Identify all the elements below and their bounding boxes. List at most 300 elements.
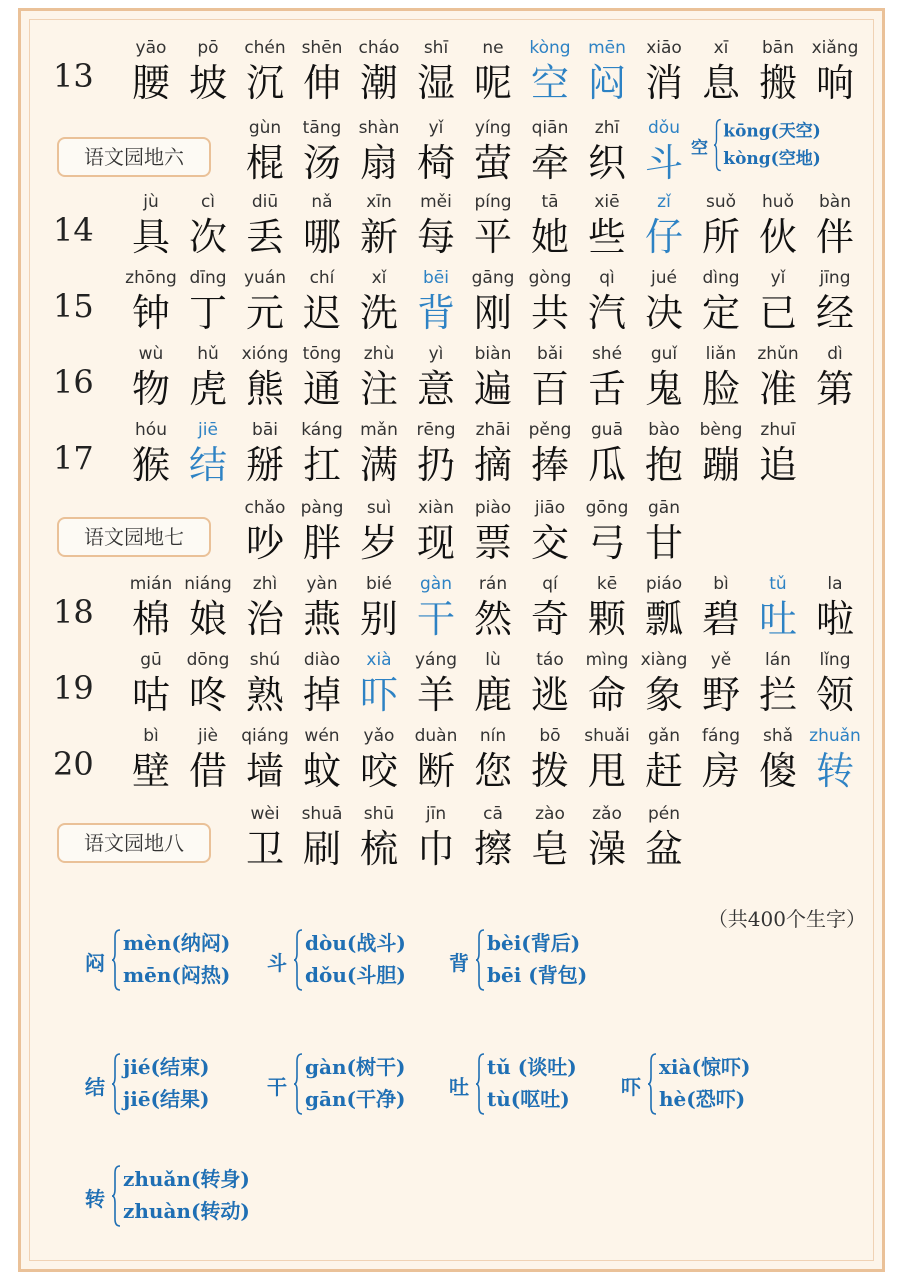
hanzi: 已 bbox=[758, 291, 797, 335]
hanzi: 鹿 bbox=[473, 673, 512, 717]
hanzi: 蹦 bbox=[701, 443, 740, 487]
lesson-row bbox=[21, 725, 882, 801]
pinyin: bēi bbox=[423, 268, 449, 288]
character-cell bbox=[805, 267, 865, 343]
pinyin: shī bbox=[423, 38, 449, 58]
pinyin: zhù bbox=[363, 344, 395, 364]
brace-icon bbox=[111, 1165, 121, 1227]
hanzi: 定 bbox=[701, 291, 740, 335]
lesson-number: 13 bbox=[53, 57, 94, 95]
hanzi: 呢 bbox=[473, 61, 512, 105]
pinyin: mìng bbox=[585, 650, 629, 670]
hanzi: 甩 bbox=[587, 749, 626, 793]
hanzi: 赶 bbox=[644, 749, 683, 793]
character-cell bbox=[805, 725, 865, 801]
pinyin: pén bbox=[647, 804, 681, 824]
pinyin: piào bbox=[474, 498, 512, 518]
pinyin: káng bbox=[301, 420, 343, 440]
pinyin: mēn bbox=[588, 38, 626, 58]
pinyin: bì bbox=[713, 574, 729, 594]
hanzi: 坡 bbox=[188, 61, 227, 105]
pinyin: ne bbox=[482, 38, 504, 58]
pinyin: shuǎi bbox=[584, 726, 630, 746]
polyphone-character: 转 bbox=[85, 1187, 105, 1211]
hanzi: 沉 bbox=[245, 61, 284, 105]
hanzi: 哪 bbox=[302, 215, 341, 259]
pinyin: tā bbox=[541, 192, 559, 212]
pinyin: jué bbox=[651, 268, 677, 288]
hanzi: 扇 bbox=[359, 141, 398, 185]
pinyin: gōng bbox=[585, 498, 629, 518]
pinyin: bǎi bbox=[537, 344, 563, 364]
garden-row bbox=[21, 497, 882, 573]
polyphone-character: 结 bbox=[85, 1075, 105, 1099]
pinyin: dōng bbox=[186, 650, 230, 670]
pinyin: shǎ bbox=[762, 726, 794, 746]
pinyin: pō bbox=[197, 38, 219, 58]
pinyin: rán bbox=[478, 574, 508, 594]
hanzi: 准 bbox=[758, 367, 797, 411]
hanzi: 现 bbox=[416, 521, 455, 565]
hanzi: 斗 bbox=[644, 141, 683, 185]
character-cell bbox=[805, 37, 865, 113]
pinyin: jīn bbox=[425, 804, 447, 824]
hanzi: 次 bbox=[188, 215, 227, 259]
hanzi: 棉 bbox=[131, 597, 170, 641]
pinyin: gǎn bbox=[648, 726, 680, 746]
hanzi: 虎 bbox=[188, 367, 227, 411]
hanzi: 腰 bbox=[131, 61, 170, 105]
pinyin: shàn bbox=[358, 118, 400, 138]
hanzi: 元 bbox=[245, 291, 284, 335]
pinyin: xiàn bbox=[418, 498, 454, 518]
hanzi: 抱 bbox=[644, 443, 683, 487]
pinyin: xīn bbox=[366, 192, 392, 212]
pinyin: chén bbox=[244, 38, 286, 58]
hanzi: 伙 bbox=[758, 215, 797, 259]
hanzi: 汤 bbox=[302, 141, 341, 185]
pinyin: hóu bbox=[135, 420, 167, 440]
pinyin: huǒ bbox=[762, 192, 794, 212]
pinyin: mián bbox=[129, 574, 173, 594]
pinyin: kē bbox=[596, 574, 618, 594]
polyphone-reading: xià(惊吓) bbox=[659, 1055, 751, 1079]
hanzi: 命 bbox=[587, 673, 626, 717]
polyphone-reading: zhuǎn(转身) bbox=[123, 1167, 250, 1191]
hanzi: 弓 bbox=[587, 521, 626, 565]
hanzi: 追 bbox=[758, 443, 797, 487]
pinyin: yāo bbox=[135, 38, 167, 58]
pinyin: piáo bbox=[645, 574, 683, 594]
pinyin: xià bbox=[366, 650, 392, 670]
pinyin: zhōng bbox=[125, 268, 177, 288]
pinyin: táo bbox=[536, 650, 564, 670]
hanzi: 奇 bbox=[530, 597, 569, 641]
pinyin: kòng bbox=[529, 38, 571, 58]
pinyin: jiāo bbox=[534, 498, 566, 518]
lesson-row bbox=[21, 37, 882, 113]
hanzi: 胖 bbox=[302, 521, 341, 565]
pinyin: jù bbox=[143, 192, 159, 212]
hanzi: 扛 bbox=[302, 443, 341, 487]
pinyin: qì bbox=[599, 268, 615, 288]
pinyin: gū bbox=[140, 650, 162, 670]
pinyin: nín bbox=[479, 726, 507, 746]
garden-label: 语文园地六 bbox=[57, 137, 211, 177]
hanzi: 卫 bbox=[245, 827, 284, 871]
hanzi: 织 bbox=[587, 141, 626, 185]
pinyin: shé bbox=[591, 344, 623, 364]
hanzi: 您 bbox=[473, 749, 512, 793]
hanzi: 吓 bbox=[359, 673, 398, 717]
hanzi: 然 bbox=[473, 597, 512, 641]
polyphone-character: 背 bbox=[449, 951, 469, 975]
pinyin: yàn bbox=[306, 574, 338, 594]
hanzi: 刷 bbox=[302, 827, 341, 871]
pinyin: mǎn bbox=[360, 420, 398, 440]
pinyin: bì bbox=[143, 726, 159, 746]
hanzi: 百 bbox=[530, 367, 569, 411]
hanzi: 响 bbox=[815, 61, 854, 105]
pinyin: qiáng bbox=[241, 726, 289, 746]
hanzi: 背 bbox=[416, 291, 455, 335]
polyphone-character: 干 bbox=[267, 1075, 287, 1099]
hanzi: 借 bbox=[188, 749, 227, 793]
hanzi: 咬 bbox=[359, 749, 398, 793]
hanzi: 搬 bbox=[758, 61, 797, 105]
hanzi: 牵 bbox=[530, 141, 569, 185]
polyphone-reading: gān(干净) bbox=[305, 1087, 406, 1111]
hanzi: 息 bbox=[701, 61, 740, 105]
hanzi: 交 bbox=[530, 521, 569, 565]
pinyin: yǐ bbox=[770, 268, 786, 288]
polyphone-character: 吐 bbox=[449, 1075, 469, 1099]
pinyin: gùn bbox=[248, 118, 282, 138]
hanzi: 遍 bbox=[473, 367, 512, 411]
hanzi: 平 bbox=[473, 215, 512, 259]
pinyin: dìng bbox=[702, 268, 740, 288]
pinyin: jīng bbox=[819, 268, 851, 288]
hanzi: 捧 bbox=[530, 443, 569, 487]
pinyin: pěng bbox=[528, 420, 572, 440]
hanzi: 甘 bbox=[644, 521, 683, 565]
pinyin: niáng bbox=[184, 574, 232, 594]
character-cell bbox=[634, 497, 694, 573]
hanzi: 物 bbox=[131, 367, 170, 411]
hanzi: 钟 bbox=[131, 291, 170, 335]
pinyin: lán bbox=[765, 650, 791, 670]
pinyin: fáng bbox=[702, 726, 740, 746]
polyphone-character: 斗 bbox=[267, 951, 287, 975]
hanzi: 共 bbox=[530, 291, 569, 335]
brace-icon bbox=[713, 119, 722, 172]
pinyin: zhǔn bbox=[757, 344, 799, 364]
hanzi: 伸 bbox=[302, 61, 341, 105]
pinyin: xiē bbox=[594, 192, 620, 212]
pinyin: tāng bbox=[302, 118, 342, 138]
lesson-number: 17 bbox=[53, 439, 94, 477]
hanzi: 娘 bbox=[188, 597, 227, 641]
pinyin: shū bbox=[363, 804, 395, 824]
hanzi: 空 bbox=[530, 61, 569, 105]
pinyin: dǒu bbox=[648, 118, 680, 138]
hanzi: 咚 bbox=[188, 673, 227, 717]
polyphone-character: 空 bbox=[691, 137, 708, 158]
pinyin: zào bbox=[535, 804, 565, 824]
brace-icon bbox=[293, 929, 303, 991]
pinyin: lù bbox=[485, 650, 501, 670]
hanzi: 迟 bbox=[302, 291, 341, 335]
hanzi: 湿 bbox=[416, 61, 455, 105]
pinyin: měi bbox=[420, 192, 452, 212]
hanzi: 拨 bbox=[530, 749, 569, 793]
hanzi: 脸 bbox=[701, 367, 740, 411]
hanzi: 房 bbox=[701, 749, 740, 793]
hanzi: 岁 bbox=[359, 521, 398, 565]
hanzi: 掉 bbox=[302, 673, 341, 717]
character-cell bbox=[748, 419, 808, 495]
hanzi: 棍 bbox=[245, 141, 284, 185]
hanzi: 燕 bbox=[302, 597, 341, 641]
pinyin: biàn bbox=[474, 344, 512, 364]
pinyin: rēng bbox=[416, 420, 456, 440]
pinyin: píng bbox=[474, 192, 512, 212]
pinyin: lǐng bbox=[819, 650, 851, 670]
hanzi: 碧 bbox=[701, 597, 740, 641]
hanzi: 领 bbox=[815, 673, 854, 717]
hanzi: 傻 bbox=[758, 749, 797, 793]
hanzi: 舌 bbox=[587, 367, 626, 411]
hanzi: 拦 bbox=[758, 673, 797, 717]
garden-label: 语文园地七 bbox=[57, 517, 211, 557]
pinyin: guā bbox=[591, 420, 623, 440]
pinyin: xiàng bbox=[640, 650, 688, 670]
hanzi: 结 bbox=[188, 443, 227, 487]
polyphone-reading: tǔ (谈吐) bbox=[487, 1055, 577, 1079]
hanzi: 吐 bbox=[758, 597, 797, 641]
hanzi: 消 bbox=[644, 61, 683, 105]
hanzi: 壁 bbox=[131, 749, 170, 793]
brace-icon bbox=[475, 929, 485, 991]
hanzi: 转 bbox=[815, 749, 854, 793]
hanzi: 第 bbox=[815, 367, 854, 411]
hanzi: 她 bbox=[530, 215, 569, 259]
hanzi: 象 bbox=[644, 673, 683, 717]
pinyin: bié bbox=[366, 574, 392, 594]
lesson-row bbox=[21, 191, 882, 267]
pinyin: nǎ bbox=[311, 192, 333, 212]
hanzi: 经 bbox=[815, 291, 854, 335]
garden-label: 语文园地八 bbox=[57, 823, 211, 863]
hanzi: 墙 bbox=[245, 749, 284, 793]
pinyin: pàng bbox=[300, 498, 344, 518]
polyphone-reading: hè(恐吓) bbox=[659, 1087, 746, 1111]
hanzi: 断 bbox=[416, 749, 455, 793]
hanzi: 些 bbox=[587, 215, 626, 259]
pinyin: guǐ bbox=[650, 344, 678, 364]
lesson-row bbox=[21, 343, 882, 419]
polyphone-reading: kōng(天空) bbox=[723, 120, 821, 141]
pinyin: wén bbox=[304, 726, 340, 746]
pinyin: dì bbox=[827, 344, 843, 364]
pinyin: bāi bbox=[252, 420, 278, 440]
character-cell bbox=[634, 803, 694, 879]
hanzi: 巾 bbox=[416, 827, 455, 871]
total-characters-note: （共400个生字） bbox=[707, 907, 866, 931]
polyphone-reading: bèi(背后) bbox=[487, 931, 581, 955]
hanzi: 皂 bbox=[530, 827, 569, 871]
lesson-row bbox=[21, 419, 882, 495]
brace-icon bbox=[647, 1053, 657, 1115]
character-cell bbox=[805, 343, 865, 419]
hanzi: 具 bbox=[131, 215, 170, 259]
polyphone-reading: bēi (背包) bbox=[487, 963, 588, 987]
polyphone-character: 闷 bbox=[85, 951, 105, 975]
hanzi: 摘 bbox=[473, 443, 512, 487]
lesson-number: 18 bbox=[53, 593, 94, 631]
hanzi: 熟 bbox=[245, 673, 284, 717]
pinyin: yuán bbox=[243, 268, 287, 288]
hanzi: 盆 bbox=[644, 827, 683, 871]
pinyin: diào bbox=[303, 650, 341, 670]
lesson-number: 20 bbox=[53, 745, 94, 783]
pinyin: cì bbox=[200, 192, 216, 212]
character-cell bbox=[805, 649, 865, 725]
pinyin: xī bbox=[713, 38, 729, 58]
pinyin: yǎo bbox=[363, 726, 395, 746]
hanzi: 决 bbox=[644, 291, 683, 335]
pinyin: duàn bbox=[414, 726, 458, 746]
pinyin: bào bbox=[648, 420, 680, 440]
pinyin: yǐ bbox=[428, 118, 444, 138]
hanzi: 梳 bbox=[359, 827, 398, 871]
polyphone-reading: kòng(空地) bbox=[723, 147, 821, 168]
character-table-page bbox=[18, 8, 885, 1272]
pinyin: gàn bbox=[420, 574, 452, 594]
hanzi: 治 bbox=[245, 597, 284, 641]
pinyin: zǐ bbox=[657, 192, 671, 212]
hanzi: 汽 bbox=[587, 291, 626, 335]
pinyin: tōng bbox=[302, 344, 342, 364]
pinyin: shuā bbox=[301, 804, 343, 824]
hanzi: 通 bbox=[302, 367, 341, 411]
pinyin: chí bbox=[309, 268, 335, 288]
hanzi: 掰 bbox=[245, 443, 284, 487]
pinyin: zǎo bbox=[592, 804, 622, 824]
pinyin: yì bbox=[428, 344, 444, 364]
hanzi: 萤 bbox=[473, 141, 512, 185]
pinyin: chǎo bbox=[244, 498, 286, 518]
hanzi: 椅 bbox=[416, 141, 455, 185]
lesson-number: 16 bbox=[53, 363, 94, 401]
polyphone-reading: dòu(战斗) bbox=[305, 931, 406, 955]
pinyin: xióng bbox=[241, 344, 289, 364]
pinyin: la bbox=[827, 574, 843, 594]
pinyin: wèi bbox=[250, 804, 280, 824]
hanzi: 擦 bbox=[473, 827, 512, 871]
lesson-number: 14 bbox=[53, 211, 94, 249]
pinyin: zhāi bbox=[475, 420, 511, 440]
hanzi: 注 bbox=[359, 367, 398, 411]
pinyin: jiē bbox=[198, 420, 218, 440]
polyphone-character: 吓 bbox=[621, 1075, 641, 1099]
hanzi: 丁 bbox=[188, 291, 227, 335]
pinyin: cháo bbox=[358, 38, 400, 58]
hanzi: 意 bbox=[416, 367, 455, 411]
lesson-row bbox=[21, 649, 882, 725]
pinyin: yě bbox=[710, 650, 732, 670]
pinyin: xiāo bbox=[646, 38, 682, 58]
pinyin: bàn bbox=[819, 192, 851, 212]
hanzi: 颗 bbox=[587, 597, 626, 641]
brace-icon bbox=[111, 1053, 121, 1115]
polyphone-reading: gàn(树干) bbox=[305, 1055, 406, 1079]
pinyin: xǐ bbox=[371, 268, 387, 288]
hanzi: 别 bbox=[359, 597, 398, 641]
pinyin: suǒ bbox=[705, 192, 737, 212]
pinyin: gān bbox=[648, 498, 680, 518]
hanzi: 闷 bbox=[587, 61, 626, 105]
polyphone-reading: mēn(闷热) bbox=[123, 963, 231, 987]
hanzi: 伴 bbox=[815, 215, 854, 259]
pinyin: qiān bbox=[531, 118, 569, 138]
hanzi: 吵 bbox=[245, 521, 284, 565]
lesson-row bbox=[21, 573, 882, 649]
polyphone-reading: mèn(纳闷) bbox=[123, 931, 231, 955]
pinyin: liǎn bbox=[705, 344, 737, 364]
polyphone-reading: zhuàn(转动) bbox=[123, 1199, 250, 1223]
lesson-row bbox=[21, 267, 882, 343]
hanzi: 丢 bbox=[245, 215, 284, 259]
hanzi: 扔 bbox=[416, 443, 455, 487]
pinyin: bān bbox=[762, 38, 794, 58]
pinyin: gāng bbox=[471, 268, 515, 288]
garden-row bbox=[21, 803, 882, 879]
character-cell bbox=[634, 117, 694, 193]
pinyin: yáng bbox=[414, 650, 458, 670]
hanzi: 每 bbox=[416, 215, 455, 259]
character-cell bbox=[805, 191, 865, 267]
hanzi: 咕 bbox=[131, 673, 170, 717]
hanzi: 蚊 bbox=[302, 749, 341, 793]
pinyin: tǔ bbox=[769, 574, 787, 594]
pinyin: shēn bbox=[301, 38, 343, 58]
hanzi: 瓜 bbox=[587, 443, 626, 487]
polyphone-reading: jié(结束) bbox=[123, 1055, 210, 1079]
brace-icon bbox=[475, 1053, 485, 1115]
garden-row bbox=[21, 117, 882, 193]
hanzi: 新 bbox=[359, 215, 398, 259]
pinyin: xiǎng bbox=[811, 38, 859, 58]
pinyin: zhī bbox=[594, 118, 620, 138]
hanzi: 所 bbox=[701, 215, 740, 259]
hanzi: 刚 bbox=[473, 291, 512, 335]
pinyin: jiè bbox=[198, 726, 218, 746]
hanzi: 仔 bbox=[644, 215, 683, 259]
hanzi: 羊 bbox=[416, 673, 455, 717]
pinyin: yíng bbox=[474, 118, 512, 138]
pinyin: suì bbox=[366, 498, 392, 518]
hanzi: 瓢 bbox=[644, 597, 683, 641]
hanzi: 洗 bbox=[359, 291, 398, 335]
pinyin: zhuǎn bbox=[809, 726, 861, 746]
hanzi: 干 bbox=[416, 597, 455, 641]
lesson-number: 19 bbox=[53, 669, 94, 707]
pinyin: hǔ bbox=[197, 344, 219, 364]
hanzi: 满 bbox=[359, 443, 398, 487]
character-cell bbox=[805, 573, 865, 649]
hanzi: 猴 bbox=[131, 443, 170, 487]
